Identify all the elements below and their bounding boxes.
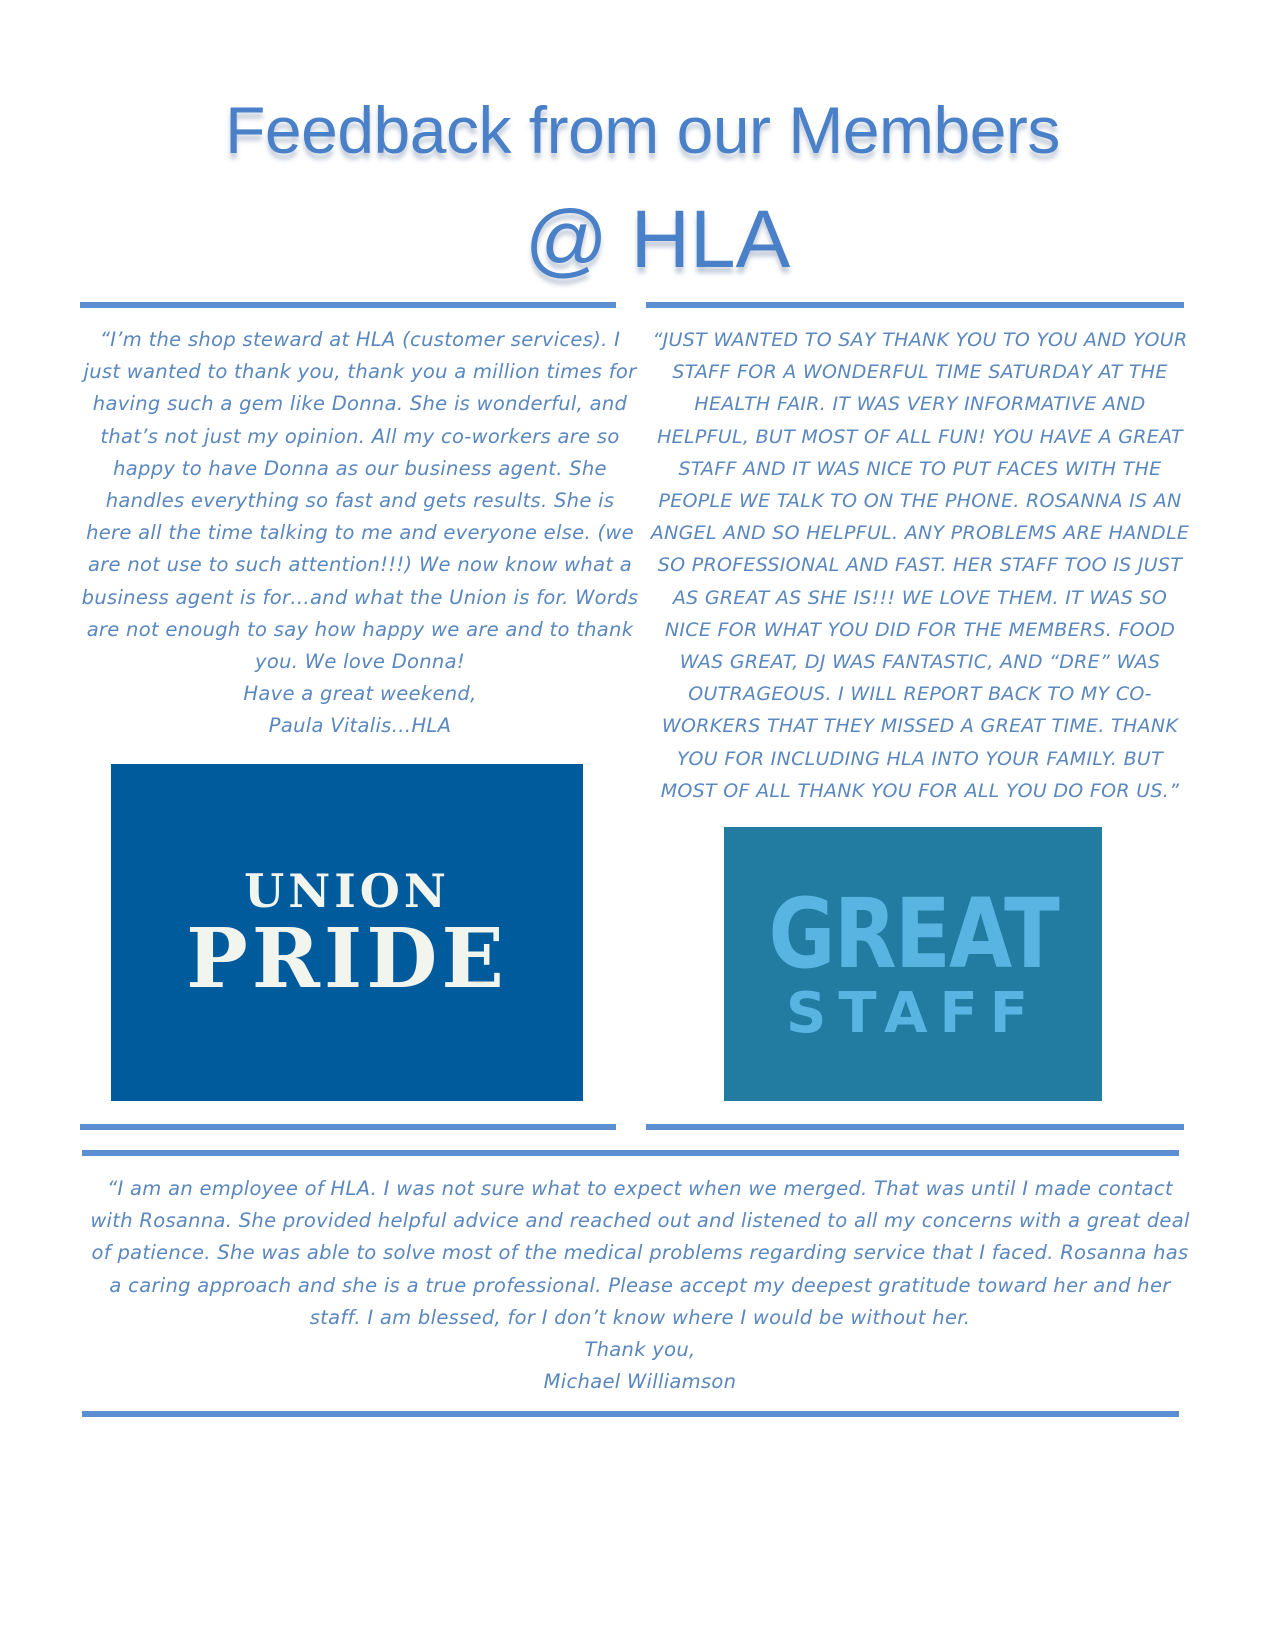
great-staff-line2: STAFF [785, 981, 1041, 1046]
testimonial-bottom-signature: Michael Williamson [543, 1370, 737, 1394]
divider-mid-full [82, 1150, 1179, 1156]
union-pride-line2: PRIDE [186, 910, 508, 1007]
testimonial-left-signature: Paula Vitalis…HLA [268, 714, 452, 738]
testimonial-bottom-closing: Thank you, [584, 1338, 696, 1362]
union-pride-line1: UNION [244, 863, 450, 918]
divider-mid-right [646, 1124, 1184, 1130]
testimonial-bottom-body: “I am an employee of HLA. I was not sure what to expect when we merged. That was until I made contact with Rosanna. She provided helpful advice and reached out and listened to all my concerns with a great deal of patience. She was able to solve most of the medical problems regarding service that I faced. Rosanna has a caring approach and she is a true professional. Please accept my deepest gratitude toward her and her staff. I am blessed, for I don’t know where I would be without her. [90, 1177, 1190, 1329]
union-pride-image [111, 764, 583, 1101]
great-staff-line1: GREAT [768, 878, 1058, 990]
divider-top-left [80, 302, 616, 308]
divider-mid-left [80, 1124, 616, 1130]
page-title: Feedback from our Members [225, 93, 1060, 167]
testimonial-left-closing: Have a great weekend, [243, 682, 477, 706]
testimonial-bottom [90, 1173, 1190, 1398]
divider-bottom [82, 1411, 1179, 1417]
testimonial-right-body: “JUST WANTED TO SAY THANK YOU TO YOU AND YOUR STAFF FOR A WONDERFUL TIME SATURDAY AT THE HEALTH FAIR. IT WAS VERY INFORMATIVE AND HELPFUL, BUT MOST OF ALL FUN! YOU HAVE A GREAT STAFF AND IT WAS NICE TO PUT FACES WITH THE PEOPLE WE TALK TO ON THE PHONE. ROSANNA IS AN ANGEL AND SO HELPFUL. ANY PROBLEMS ARE HANDLE SO PROFESSIONAL AND FAST. HER STAFF TOO IS JUST AS GREAT AS SHE IS!!! WE LOVE THEM. IT WAS SO NICE FOR WHAT YOU DID FOR THE MEMBERS. FOOD WAS GREAT, DJ WAS FANTASTIC, AND “DRE” WAS OUTRAGEOUS. I WILL REPORT BACK TO MY CO-WORKERS THAT THEY MISSED A GREAT TIME. THANK YOU FOR INCLUDING HLA INTO YOUR FAMILY. BUT MOST OF ALL THANK YOU FOR ALL YOU DO FOR US.” [650, 329, 1190, 802]
testimonial-right [650, 324, 1190, 807]
testimonial-left [80, 324, 640, 743]
testimonial-left-body: “I’m the shop steward at HLA (customer services). I just wanted to thank you, thank you a million times for having such a gem like Donna. She is wonderful, and that’s not just my opinion. All my co-workers are so happy to have Donna as our business agent. She handles everything so fast and gets results. She is here all the time talking to me and everyone else. (we are not use to such attention!!!) We now know what a business agent is for…and what the Union is for. Words are not enough to say how happy we are and to thank you. We love Donna! [81, 328, 639, 674]
divider-top-right [646, 302, 1184, 308]
page-subtitle: @ HLA [524, 194, 791, 285]
great-staff-image [724, 827, 1102, 1101]
